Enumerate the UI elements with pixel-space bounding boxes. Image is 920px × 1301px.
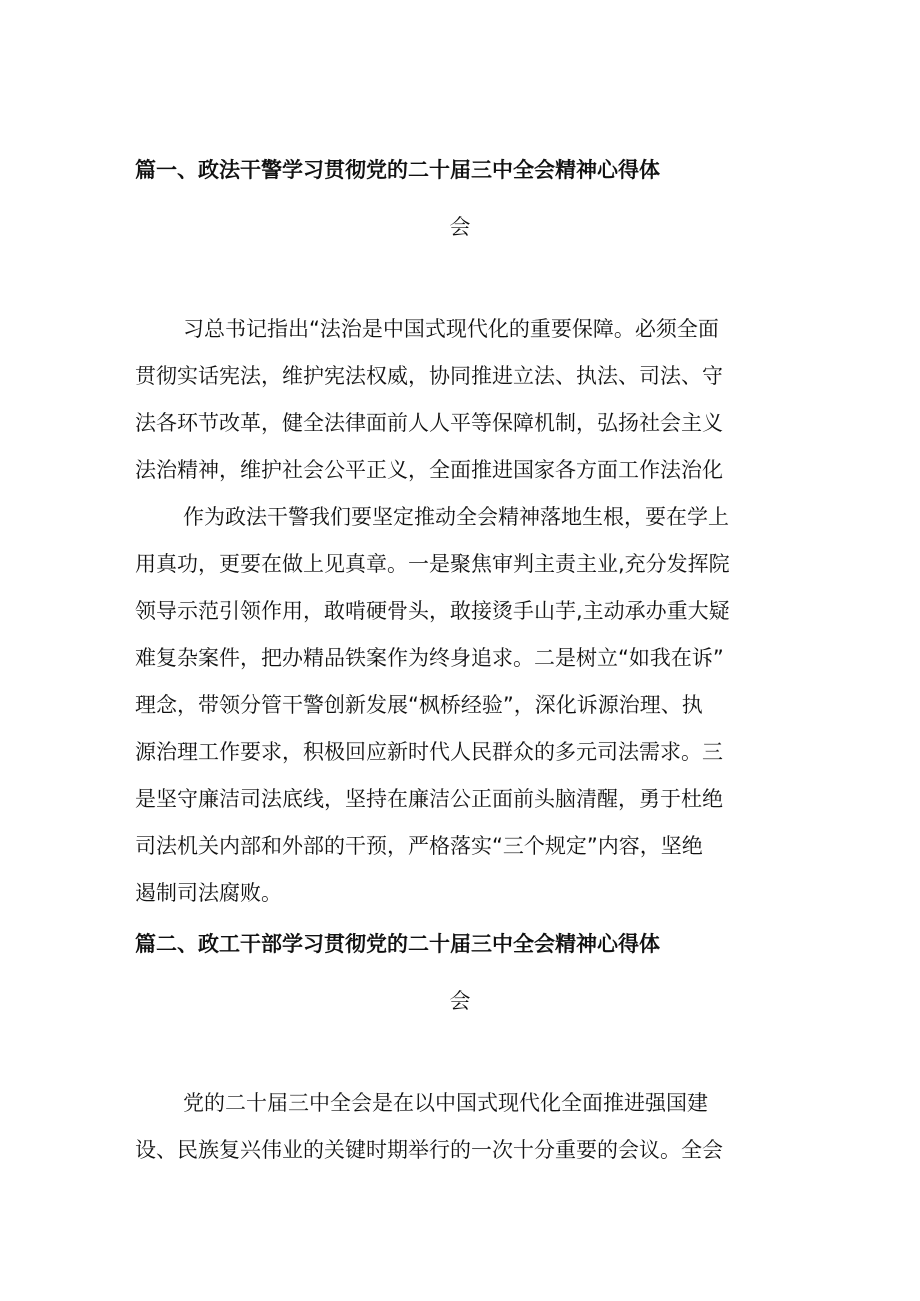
section-1-line-4: 法治精神，维护社会公平正义，全面推进国家各方面工作法治化: [135, 458, 723, 482]
section-1-line-1: 习总书记指出“法治是中国式现代化的重要保障。必须全面: [183, 317, 719, 341]
section-1-heading: 篇一、政法干警学习贯彻党的二十届三中全会精神心得体: [135, 158, 660, 182]
section-1-line-2: 贯彻实话宪法，维护宪法权威，协同推进立法、执法、司法、守: [135, 364, 723, 388]
section-2-line-2: 设、民族复兴伟业的关键时期举行的一次十分重要的会议。全会: [135, 1138, 723, 1162]
section-2-heading: 篇二、政工干部学习贯彻党的二十届三中全会精神心得体: [135, 932, 660, 956]
section-1-line-6: 用真功，更要在做上见真章。一是聚焦审判主责主业,充分发挥院: [135, 552, 730, 576]
section-1-line-5: 作为政法干警我们要坚定推动全会精神落地生根，要在学上: [183, 505, 729, 529]
section-1-line-11: 是坚守廉洁司法底线，坚持在廉洁公正面前头脑清醒，勇于杜绝: [135, 787, 723, 811]
section-1-line-12: 司法机关内部和外部的干预，严格落实“三个规定”内容，坚绝: [135, 834, 703, 858]
section-1-line-10: 源治理工作要求，积极回应新时代人民群众的多元司法需求。三: [135, 740, 723, 764]
section-1-heading-tail: 会: [449, 215, 471, 239]
section-1-line-7: 领导示范引领作用，敢啃硬骨头，敢接烫手山芋,主动承办重大疑: [135, 599, 730, 623]
section-2-heading-tail: 会: [449, 989, 471, 1013]
section-1-line-8: 难复杂案件，把办精品铁案作为终身追求。二是树立“如我在诉”: [135, 646, 724, 670]
section-2-line-1: 党的二十届三中全会是在以中国式现代化全面推进强国建: [183, 1091, 708, 1115]
section-1-line-9: 理念，带领分管干警创新发展“枫桥经验”，深化诉源治理、执: [135, 693, 703, 717]
section-1-line-13: 遏制司法腐败。: [135, 881, 282, 905]
section-1-line-3: 法各环节改革，健全法律面前人人平等保障机制，弘扬社会主义: [135, 411, 723, 435]
